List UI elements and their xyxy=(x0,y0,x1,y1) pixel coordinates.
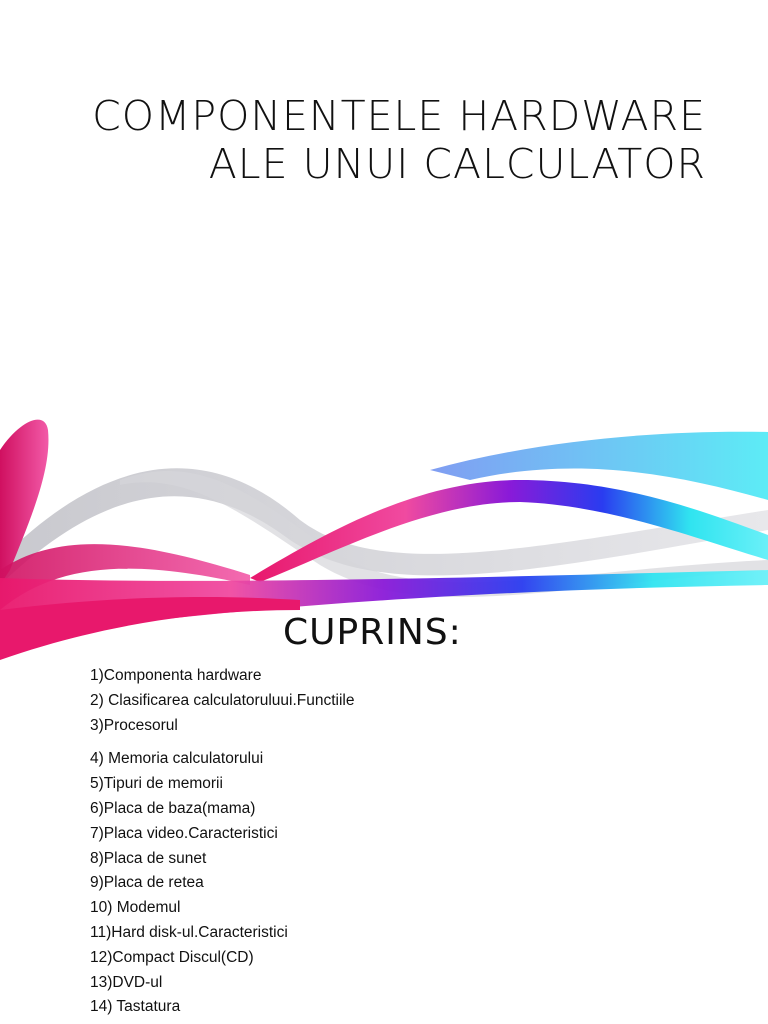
toc-item: 13)DVD-ul xyxy=(90,973,163,991)
slide-title xyxy=(92,92,706,188)
title-line-1: COMPONENTELE HARDWARE xyxy=(92,92,706,140)
title-line-2: ALE UNUI CALCULATOR xyxy=(208,140,706,188)
toc-item: 7)Placa video.Caracteristici xyxy=(90,824,278,842)
toc-item: 9)Placa de retea xyxy=(90,874,204,892)
toc-item: 6)Placa de baza(mama) xyxy=(90,799,256,817)
toc-item: 2) Clasificarea calculatoruluui.Functiile xyxy=(90,691,355,709)
toc-item: 10) Modemul xyxy=(90,899,181,917)
toc-item: 3)Procesorul xyxy=(90,716,178,734)
toc-item: 5)Tipuri de memorii xyxy=(90,775,223,793)
toc-item: 12)Compact Discul(CD) xyxy=(90,948,254,966)
toc-list xyxy=(90,664,354,1020)
toc-item: 14) Tastatura xyxy=(90,998,181,1016)
toc-item: 1)Componenta hardware xyxy=(90,667,262,684)
toc-item: 8)Placa de sunet xyxy=(90,849,207,867)
toc-heading: CUPRINS: xyxy=(283,612,462,653)
toc-item: 4) Memoria calculatorului xyxy=(90,750,264,768)
toc-item: 11)Hard disk-ul.Caracteristici xyxy=(90,923,288,941)
